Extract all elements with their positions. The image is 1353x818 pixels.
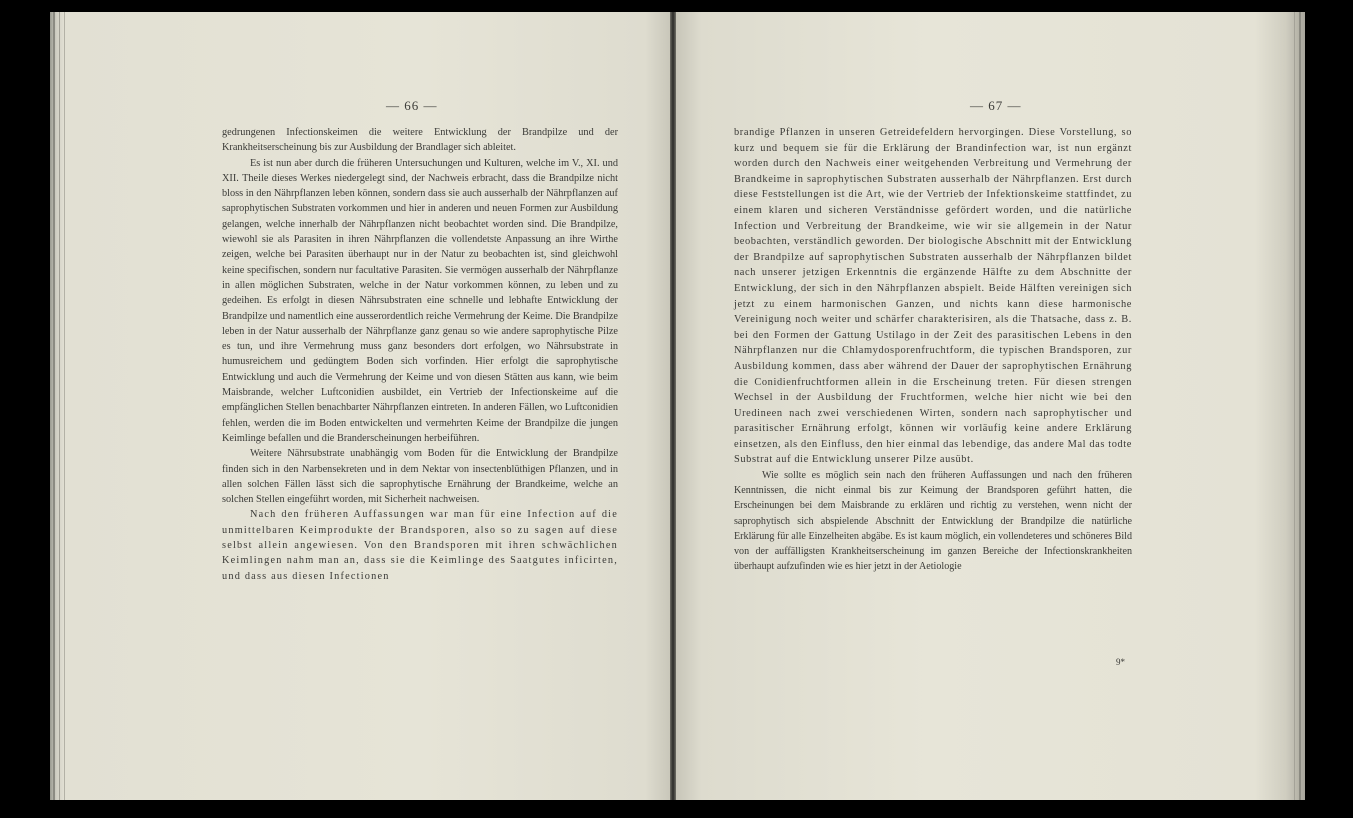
page-edge-line	[64, 12, 65, 800]
page-body-text	[222, 125, 618, 584]
page-edge-line	[1299, 12, 1301, 800]
paragraph: Wie sollte es möglich sein nach den früheren Auffassungen und nach den früheren Kenntnissen, die nicht einmal bis zur Keimung der Brandsporen geführt hatten, die Erscheinungen bei dem Maisbrande zu erklären und richtig zu verstehen, wenn nicht der saprophytisch sich abspielende Abschnitt der Entwicklung der Brandpilze die natürliche Erklärung für alle Einzelheiten abgäbe. Es ist kaum möglich, ein vollendeteres und schöneres Bild von der auffälligsten Krankheitserscheinung im ganzen Bereiche der Infectionskrankheiten überhaupt aufzufinden wie es hier jetzt in der Aetiologie	[734, 470, 1132, 573]
page-edge-line	[53, 12, 55, 800]
page-edge-line	[1294, 12, 1295, 800]
paragraph: Weitere Nährsubstrate unabhängig vom Boden für die Entwicklung der Brandpilze finden sich in den Narbensekreten und in dem Nektar von insectenblüthigen Pflanzen, und in allen solchen Fällen lässt sich die saprophytische Ernährung der Brandkeime, welche an solchen Stellen eingeführt worden, mit Sicherheit nachweisen.	[222, 448, 618, 506]
paragraph: Nach den früheren Auffassungen war man für eine Infection auf die unmittelbaren Keimprodukte der Brandsporen, also so zu sagen auf diese selbst allein angewiesen. Von den Brandsporen mit ihren schwächlichen Keimlingen nahm man an, dass sie die Keimlinge des Saatgutes inficirten, und dass aus diesen Infectionen	[222, 509, 618, 582]
paragraph: Es ist nun aber durch die früheren Untersuchungen und Kulturen, welche im V., XI. und XII. Theile dieses Werkes niedergelegt sind, der Nachweis erbracht, dass die Brandpilze nicht bloss in den Nährpflanzen leben können, sondern dass sie auch ausserhalb der Nährpflanzen auf saprophytischen Substraten vorkommen und hier in anderen und neuen Formen zur Ausbildung gelangen, welche innerhalb der Nährpflanzen nicht beobachtet worden sind. Die Brandpilze, wiewohl sie als Parasiten in ihren Nährpflanzen die vollendetste Anpassung an ihre Wirthe zeigen, welche bei Parasiten überhaupt nur in der Natur zu beobachten ist, sind gleichwohl keine specifischen, sondern nur facultative Parasiten. Sie vermögen ausserhalb der Nährpflanze in allen möglichen Substraten, welche in der Natur vorkommen können, zu leben und zu gedeihen. Es erfolgt in diesen Nährsubstraten eine schnelle und lebhafte Entwicklung der Brandpilze und namentlich eine ausserordentlich reiche Vermehrung der Keime. Die Brandpilze leben in der Natur ausserhalb der Nährpflanze ganz genau so wie andere saprophytische Pilze es tun, und ihre Vermehrung muss ganz besonders dort erfolgen, wo Nährsubstrate in humusreichem und gedüngtem Boden sich vorfinden. Hier erfolgt die saprophytische Entwicklung und auch die Vermehrung der Keime und von diesen Stätten aus kann, wie beim Maisbrande, welcher Luftconidien ausbildet, ein Vertrieb der Infectionskeime auf die empfänglichen Stellen benachbarter Nährpflanzen eintreten. In anderen Fällen, wo Luftconidien fehlen, werden die im Boden entwickelten und vermehrten Keime der Brandpilze die jungen Keimlinge befallen und die Branderscheinungen herbeiführen.	[222, 157, 618, 444]
left-page	[50, 12, 670, 800]
right-page	[676, 12, 1305, 800]
page-number: — 66 —	[386, 98, 438, 113]
paragraph: gedrungenen Infectionskeimen die weitere Entwicklung der Brandpilze und der Krankheitserscheinung bis zur Ausbildung der Brandlager sich ableitet.	[222, 127, 618, 154]
paragraph: brandige Pflanzen in unseren Getreidefeldern hervorgingen. Diese Vorstellung, so kurz und bequem sie für die Erklärung der Brandinfection war, ist nun ergänzt worden durch den Nachweis einer weitgehenden Verbreitung und Vermehrung der Brandkeime in saprophytischen Substraten ausserhalb der Nährpflanzen. Erst durch diese Feststellungen ist die Art, wie der Vertrieb der Infektionskeime stattfindet, zu einem klaren und sicheren Verständnisse gefördert worden, und die natürliche Infection und Verbreitung der Brandkeime, wie wir sie allgemein in der Natur beobachten, verständlich geworden. Der biologische Abschnitt mit der Entwicklung der Brandpilze auf saprophytischen Substraten ausserhalb der Nährpflanzen bildet nach unserer jetzigen Erkenntnis die ergänzende Hälfte zu dem Abschnitte der Entwicklung, der sich in den Nährpflanzen abspielt. Beide Hälften vereinigen sich jetzt zu einem harmonischen Ganzen, und nichts kann diese harmonische Vereinigung noch weiter und schärfer charakterisiren, als die Thatsache, dass z. B. bei den Formen der Gattung Ustilago in der Zeit des parasitischen Lebens in den Nährpflanzen nur die Chlamydosporenfruchtform, die typischen Brandsporen, zur Ausbildung kommen, dass aber während der Dauer der saprophytischen Ernährung die Conidienfruchtformen allein in die Erscheinung treten. Für diesen strengen Wechsel in der Ausbildung der Fruchtformen, welche hier nicht wie bei den Uredineen nach zwei verschiedenen Wirten, sondern nach saprophytischer und parasitischer Ernährung erfolgt, können wir vorläufig keine andere Erklärung einsetzen, als den Einfluss, den hier einmal das lebendige, das andere Mal das todte Substrat auf die Entwicklung unserer Pilze ausübt.	[734, 127, 1132, 466]
page-edge-line	[59, 12, 60, 800]
open-book	[50, 12, 1305, 800]
page-body-text	[734, 125, 1132, 574]
page-number: — 67 —	[970, 98, 1022, 113]
signature-mark: 9*	[1116, 657, 1125, 667]
